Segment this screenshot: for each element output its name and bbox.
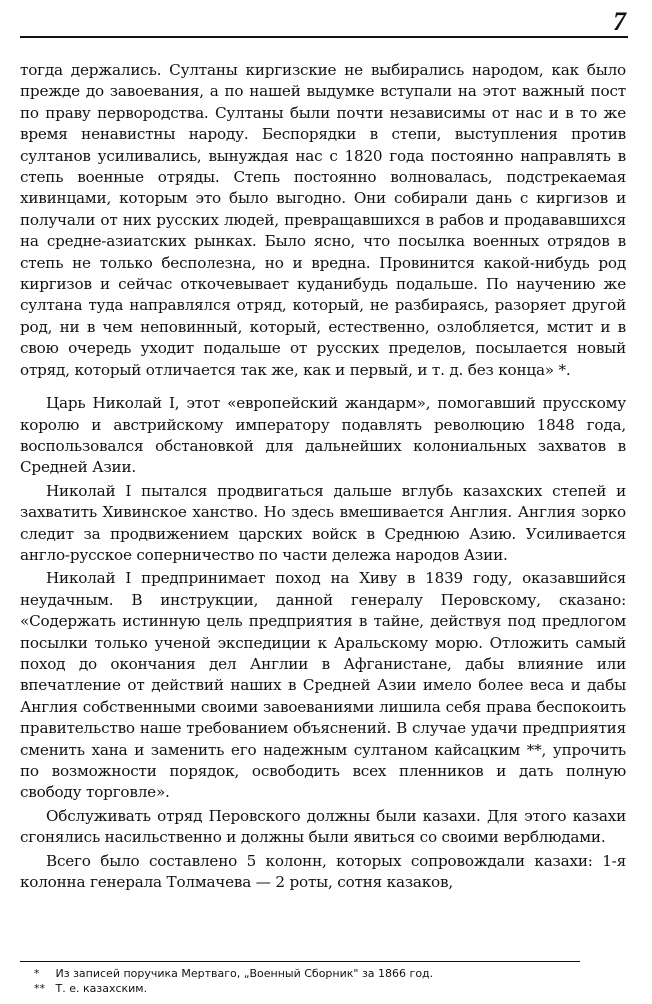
header-rule bbox=[20, 36, 628, 38]
footnote-text: Из записей поручика Мертваго, „Военный Сборник" за 1866 год. bbox=[55, 967, 434, 980]
paragraph-khiva-campaign: Николай I предпринимает поход на Хиву в 1839 году, оказавшийся неудачным. В инструкции, данной генералу Перовскому, сказано: «Содержать истинную цель предприятия в тайне, действуя под предлогом посылки только ученой экспедиции к Аральскому морю. Отложить самый поход до окончания дел Англии в Афганистане, дабы влияние или впечатление от действий наших в Средней Азии имело более веса и дабы Англия собственными своими завоеваниями лишила себя права беспокоить правительство наше требованием объяснений. В случае удачи предприятия сменить хана и заменить его надежным султаном кайсацким **, упрочить по возможности порядок, освободить всех пленников и дать полную свободу торговле». bbox=[20, 569, 626, 802]
footnote bbox=[34, 966, 614, 981]
footnote-text: Т. е. казахским. bbox=[55, 982, 148, 995]
paragraph-columns: Всего было составлено 5 колонн, которых сопровождали казахи: 1-я колонна генерала Толмачева — 2 роты, сотня казаков, bbox=[20, 851, 626, 892]
footnote-mark: * bbox=[34, 967, 40, 980]
footnote-mark: ** bbox=[34, 982, 45, 995]
paragraph-perovsky-detachment: Обслуживать отряд Перовского должны были казахи. Для этого казахи сгонялись насильственно и должны были явиться со своими верблюдами. bbox=[20, 806, 626, 847]
paragraph-khiva-england: Николай I пытался продвигаться дальше вглубь казахских степей и захватить Хивинское ханство. Но здесь вмешивается Англия. Англия зорко следит за продвижением царских войск в Среднюю Азию. Усиливается англо-русское соперничество по части дележа народов Азии. bbox=[20, 481, 626, 564]
body-text bbox=[20, 60, 626, 895]
page-number: 7 bbox=[613, 7, 626, 36]
paragraph-continuation: тогда держались. Султаны киргизские не выбирались народом, как было прежде до завоевания, а по нашей выдумке вступали на этот важный пост по праву первородства. Султаны были почти независимы от нас и в то же время ненавистны народу. Беспорядки в степи, выступления против султанов усиливались, вынуждая нас с 1820 года постоянно направлять в степь военные отряды. Степь постоянно волновалась, подстрекаемая хивинцами, которым это было выгодно. Они собирали дань с киргизов и получали от них русских людей, превращавшихся в рабов и продававшихся на средне-азиатских рынках. Было ясно, что посылка военных отрядов в степь не только бесполезна, но и вредна. Провинится какой-нибудь род киргизов и сейчас откочевывает куданибудь подальше. По научению же султана туда направлялся отряд, который, не разбираясь, разоряет другой род, ни в чем неповинный, который, естественно, озлобляется, мстит и в свою очередь уходит подальше от русских пределов, посылается новый отряд, который отличается так же, как и первый, и т. д. без конца» *. bbox=[20, 61, 626, 379]
footnote-rule bbox=[20, 961, 580, 962]
paragraph-nicholas-gendarme: Царь Николай I, этот «европейский жандарм», помогавший прусскому королю и австрийскому императору подавлять революцию 1848 года, воспользовался обстановкой для дальнейших колониальных захватов в Средней Азии. bbox=[20, 394, 626, 477]
footnotes bbox=[34, 966, 614, 996]
footnote bbox=[34, 981, 614, 996]
